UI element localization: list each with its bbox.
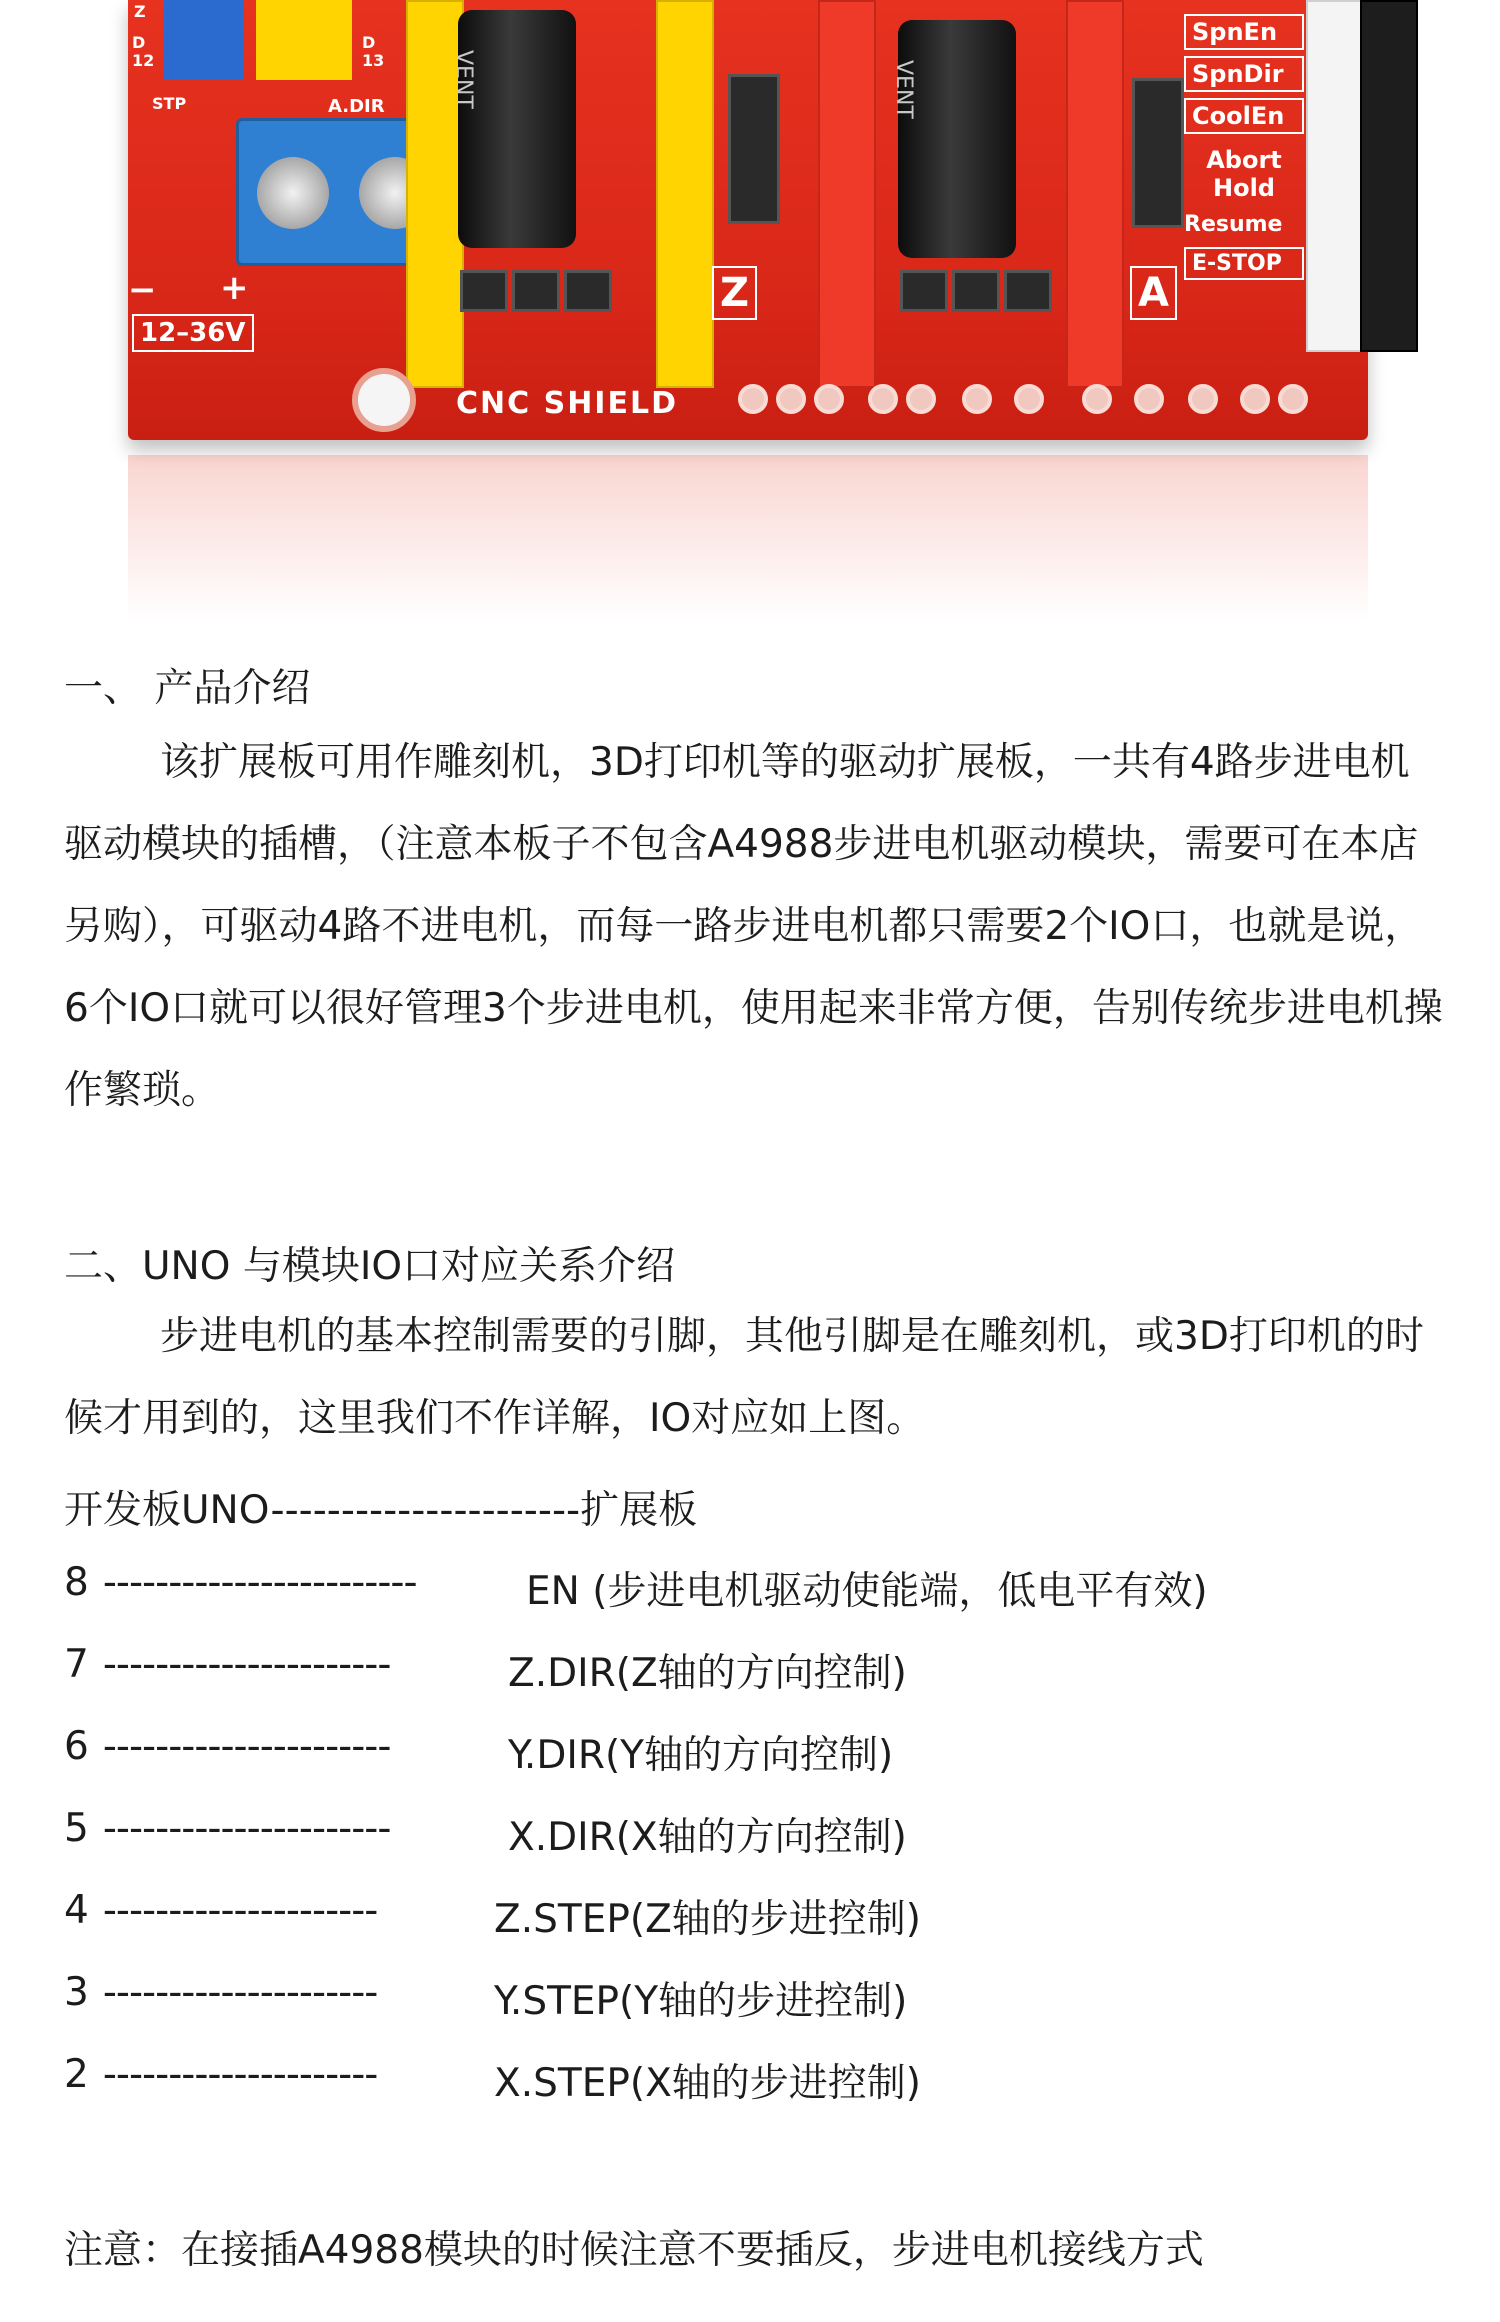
row-dashes: ---------------------- bbox=[102, 1724, 391, 1769]
pin-hole bbox=[1134, 384, 1164, 414]
io-row bbox=[64, 1888, 922, 1942]
row-dashes: --------------------- bbox=[102, 2052, 378, 2097]
black-header bbox=[1360, 0, 1418, 352]
row-dashes: ---------------------- bbox=[102, 1642, 391, 1687]
io-row bbox=[64, 2052, 922, 2106]
board-label: Hold bbox=[1213, 174, 1275, 202]
board-label: SpnEn bbox=[1184, 14, 1304, 50]
yellow-header bbox=[656, 0, 714, 388]
axis-label-a: A bbox=[1130, 266, 1177, 320]
white-header bbox=[1306, 0, 1364, 352]
shield-signal: Y.DIR(Y轴的方向控制) bbox=[508, 1733, 894, 1778]
capacitor-text: VENT bbox=[451, 50, 476, 109]
screw-icon bbox=[257, 157, 329, 229]
jumper-header bbox=[1132, 78, 1184, 228]
pin-hole bbox=[814, 384, 844, 414]
pin-hole bbox=[1082, 384, 1112, 414]
uno-pin: 6 bbox=[64, 1724, 89, 1769]
pin-hole bbox=[868, 384, 898, 414]
shield-signal: Z.STEP(Z轴的步进控制) bbox=[494, 1897, 922, 1942]
uno-pin: 4 bbox=[64, 1888, 89, 1933]
yellow-jumper-pins bbox=[256, 0, 352, 80]
board-signal-labels bbox=[1184, 14, 1304, 280]
uno-pin: 5 bbox=[64, 1806, 89, 1851]
row-dashes: --------------------- bbox=[102, 1970, 378, 2015]
pin-hole bbox=[1188, 384, 1218, 414]
board-label: CoolEn bbox=[1184, 98, 1304, 134]
pin-hole bbox=[1014, 384, 1044, 414]
mounting-hole bbox=[352, 368, 416, 432]
minus-label: − bbox=[128, 270, 157, 310]
jumper bbox=[564, 270, 612, 312]
pin-hole bbox=[776, 384, 806, 414]
board-label: SpnDir bbox=[1184, 56, 1304, 92]
plus-label: + bbox=[220, 268, 249, 308]
jumper bbox=[952, 270, 1000, 312]
voltage-label: 12–36V bbox=[132, 314, 254, 352]
io-row bbox=[64, 1806, 907, 1860]
pin-hole bbox=[906, 384, 936, 414]
board-label: Resume bbox=[1184, 212, 1283, 237]
pin-label-z: Z bbox=[134, 2, 146, 21]
jumper bbox=[1004, 270, 1052, 312]
section1-paragraph: 该扩展板可用作雕刻机，3D打印机等的驱动扩展板，一共有4路步进电机驱动模块的插槽，（注意本板子不包含A4988步进电机驱动模块，需要可在本店另购），可驱动4路不进电机，而每一路步进电机都只需要2个IO口，也就是说，6个IO口就可以很好管理3个步进电机，使用起来非常方便，告别传统步进电机操作繁琐。 bbox=[64, 740, 1443, 1113]
jumper bbox=[900, 270, 948, 312]
io-row bbox=[64, 1560, 1208, 1614]
section2-title: 二、UNO 与模块IO口对应关系介绍 bbox=[64, 1244, 676, 1289]
capacitor bbox=[891, 20, 1016, 258]
pin-hole bbox=[738, 384, 768, 414]
uno-pin: 3 bbox=[64, 1970, 89, 2015]
section2-paragraph: 步进电机的基本控制需要的引脚，其他引脚是在雕刻机，或3D打印机的时候才用到的，这里我们不作详解，IO对应如上图。 bbox=[64, 1314, 1424, 1441]
blue-jumper-pins bbox=[164, 0, 244, 80]
io-row bbox=[64, 1642, 907, 1696]
board-label: Abort bbox=[1206, 146, 1282, 174]
pin-label-d12: D 12 bbox=[132, 33, 155, 70]
cnc-shield-board bbox=[128, 0, 1368, 440]
row-dashes: --------------------- bbox=[102, 1888, 378, 1933]
pin-hole bbox=[1278, 384, 1308, 414]
table-header: 开发板UNO----------------------扩展板 bbox=[64, 1488, 698, 1533]
label-std: STP bbox=[152, 94, 187, 113]
io-row bbox=[64, 1970, 908, 2024]
shield-signal: X.DIR(X轴的方向控制) bbox=[508, 1815, 907, 1860]
capacitor-text: VENT bbox=[891, 60, 916, 119]
shield-signal: Z.DIR(Z轴的方向控制) bbox=[508, 1651, 907, 1696]
axis-label-z: Z bbox=[712, 266, 757, 320]
jumper bbox=[512, 270, 560, 312]
uno-pin: 7 bbox=[64, 1642, 89, 1687]
pin-hole bbox=[1240, 384, 1270, 414]
uno-pin: 2 bbox=[64, 2052, 89, 2097]
shield-signal: EN (步进电机驱动使能端，低电平有效) bbox=[526, 1569, 1208, 1614]
note-text: 注意：在接插A4988模块的时候注意不要插反，步进电机接线方式 bbox=[64, 2228, 1204, 2273]
pin-hole bbox=[962, 384, 992, 414]
jumper bbox=[460, 270, 508, 312]
product-photo bbox=[0, 0, 1500, 640]
pin-label-d13: D 13 bbox=[362, 33, 385, 70]
shield-signal: X.STEP(X轴的步进控制) bbox=[494, 2061, 922, 2106]
io-row bbox=[64, 1724, 894, 1778]
board-name: CNC SHIELD bbox=[456, 386, 678, 421]
capacitor bbox=[451, 10, 576, 248]
row-dashes: ------------------------ bbox=[102, 1560, 417, 1605]
jumper-header bbox=[728, 74, 780, 224]
section1-title: 一、 产品介绍 bbox=[64, 666, 311, 711]
red-header bbox=[1066, 0, 1124, 388]
shield-signal: Y.STEP(Y轴的步进控制) bbox=[494, 1979, 908, 2024]
board-label: E-STOP bbox=[1184, 247, 1304, 280]
row-dashes: ---------------------- bbox=[102, 1806, 391, 1851]
red-header bbox=[818, 0, 876, 388]
board-reflection bbox=[128, 455, 1368, 640]
label-adir: A.DIR bbox=[328, 96, 385, 117]
uno-pin: 8 bbox=[64, 1560, 89, 1605]
